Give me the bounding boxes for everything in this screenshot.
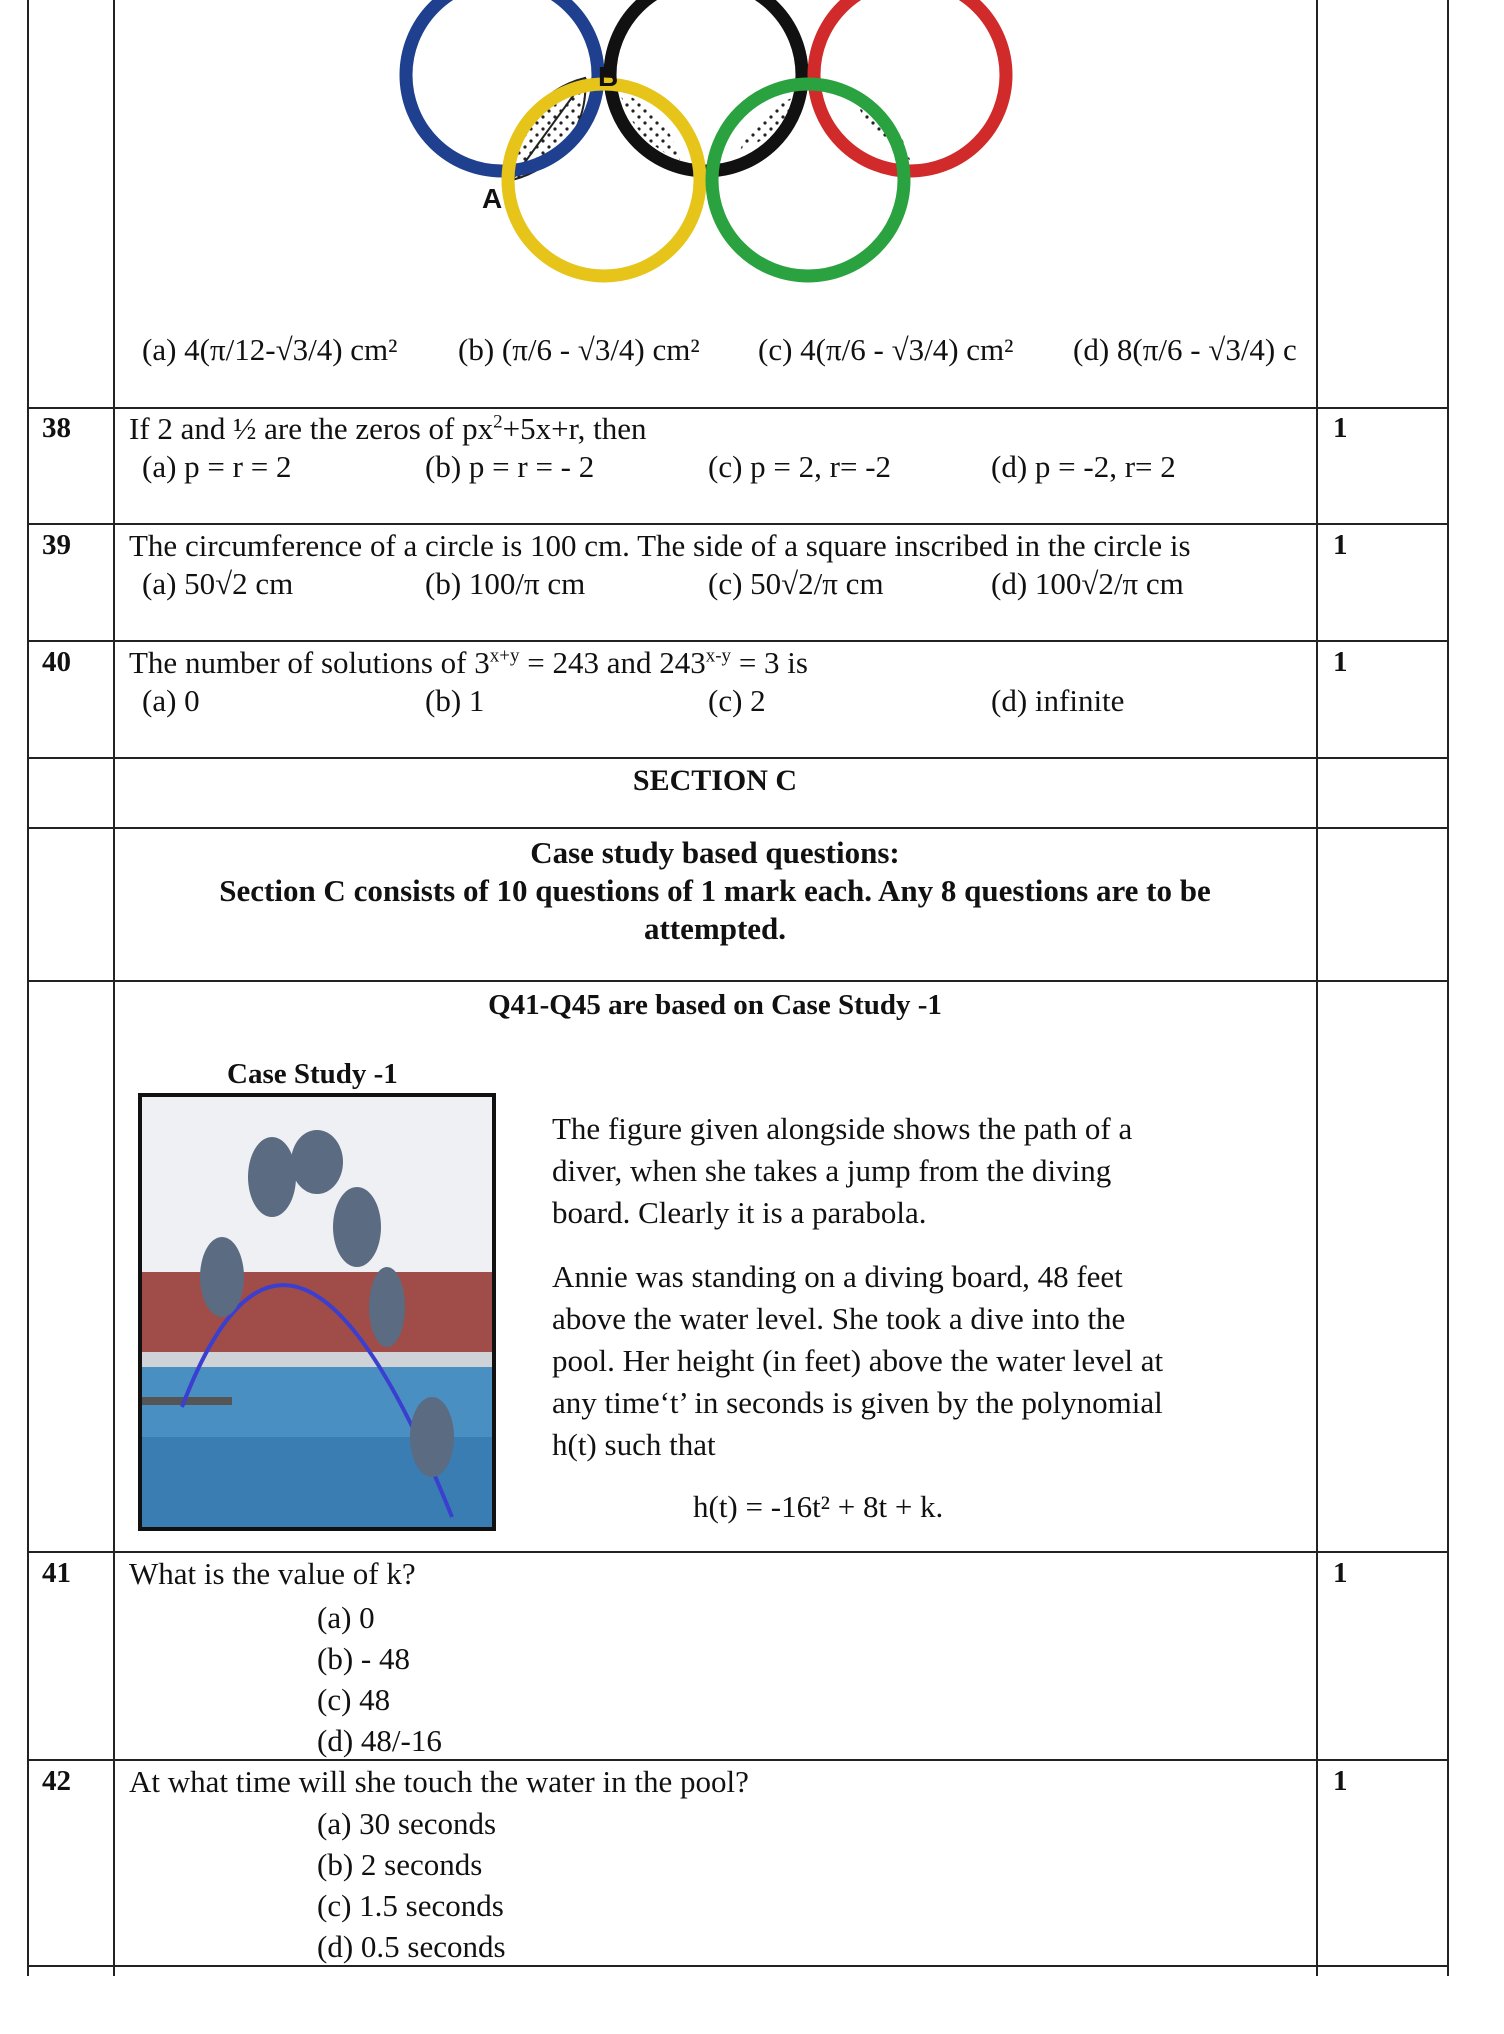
- q40-option-d[interactable]: (d) infinite: [991, 683, 1125, 718]
- q41-option-c[interactable]: (c) 48: [317, 1682, 391, 1717]
- marks: 1: [1333, 529, 1348, 561]
- row-divider: [27, 980, 1449, 982]
- q42-option-a[interactable]: (a) 30 seconds: [317, 1806, 497, 1841]
- green-ring: [712, 84, 904, 276]
- case-study-para2: [552, 1256, 1163, 1466]
- q38-option-d[interactable]: (d) p = -2, r= 2: [991, 449, 1176, 484]
- row-divider: [27, 640, 1449, 642]
- para-line: Annie was standing on a diving board, 48 feet: [552, 1259, 1123, 1294]
- question-number: 39: [42, 529, 71, 561]
- q41-option-d[interactable]: (d) 48/-16: [317, 1723, 442, 1758]
- q39-option-a[interactable]: (a) 50√2 cm: [142, 566, 294, 601]
- row-divider: [27, 827, 1449, 829]
- section-instructions: Section C consists of 10 questions of 1 mark each. Any 8 questions are to be: [219, 873, 1211, 908]
- yellow-ring: [508, 84, 700, 276]
- row-divider: [27, 757, 1449, 759]
- para-line: above the water level. She took a dive into the: [552, 1301, 1126, 1336]
- diver-photo: [138, 1093, 496, 1531]
- case-study-header: Q41-Q45 are based on Case Study -1: [488, 989, 942, 1021]
- point-label-b: B: [598, 61, 619, 92]
- q38-option-b[interactable]: (b) p = r = - 2: [425, 449, 595, 484]
- q42-option-b[interactable]: (b) 2 seconds: [317, 1847, 483, 1882]
- olympic-rings-figure: [390, 0, 1040, 290]
- question-number: 42: [42, 1765, 71, 1797]
- q40-option-b[interactable]: (b) 1: [425, 683, 485, 718]
- q37-option-b[interactable]: (b) (π/6 - √3/4) cm²: [458, 332, 700, 367]
- para-line: diver, when she takes a jump from the diving: [552, 1153, 1112, 1188]
- marks: 1: [1333, 412, 1348, 444]
- marks: 1: [1333, 646, 1348, 678]
- question-number: 38: [42, 412, 71, 444]
- q39-option-d[interactable]: (d) 100√2/π cm: [991, 566, 1184, 601]
- question-number: 40: [42, 646, 71, 678]
- table-border-left: [27, 0, 29, 1976]
- question-stem: If 2 and ½ are the zeros of $px^2+5x+r$, then: [129, 411, 647, 446]
- section-instructions-cont: attempted.: [643, 911, 787, 946]
- q39-option-c[interactable]: (c) 50√2/π cm: [708, 566, 884, 601]
- para-line: board. Clearly it is a parabola.: [552, 1195, 927, 1230]
- q42-option-d[interactable]: (d) 0.5 seconds: [317, 1929, 506, 1964]
- table-border-right: [1447, 0, 1449, 1976]
- section-heading: Case study based questions:: [530, 835, 900, 870]
- para-line: The figure given alongside shows the path of a: [552, 1111, 1133, 1146]
- row-divider: [27, 1551, 1449, 1553]
- para-line: h(t) such that: [552, 1427, 716, 1462]
- question-stem: The circumference of a circle is 100 cm. The side of a square inscribed in the circle is: [129, 528, 1191, 563]
- table-divider-marks: [1316, 0, 1318, 1976]
- point-label-a: A: [482, 183, 503, 214]
- q41-option-a[interactable]: (a) 0: [317, 1600, 375, 1635]
- q37-option-a[interactable]: (a) 4(π/12-√3/4) cm²: [142, 332, 398, 367]
- case-study-equation: h(t) = -16t² + 8t + k.: [693, 1489, 944, 1524]
- section-title: SECTION C: [632, 764, 798, 797]
- case-study-para1: [552, 1108, 1132, 1234]
- q41-option-b[interactable]: (b) - 48: [317, 1641, 410, 1676]
- q37-option-c[interactable]: (c) 4(π/6 - √3/4) cm²: [758, 332, 1014, 367]
- question-stem: The number of solutions of $3^{x+y} = 243$ and $243^{x-y} = 3$ is: [129, 645, 808, 680]
- marks: 1: [1333, 1557, 1348, 1589]
- marks: 1: [1333, 1765, 1348, 1797]
- q42-option-c[interactable]: (c) 1.5 seconds: [317, 1888, 504, 1923]
- q40-option-c[interactable]: (c) 2: [708, 683, 766, 718]
- para-line: any time‘t’ in seconds is given by the polynomial: [552, 1385, 1163, 1420]
- para-line: pool. Her height (in feet) above the water level at: [552, 1343, 1164, 1378]
- diver-image: [142, 1097, 492, 1527]
- q40-option-a[interactable]: (a) 0: [142, 683, 200, 718]
- question-number: 41: [42, 1557, 71, 1589]
- row-divider: [27, 523, 1449, 525]
- question-stem: What is the value of k?: [129, 1556, 416, 1591]
- q39-option-b[interactable]: (b) 100/π cm: [425, 566, 586, 601]
- case-study-label: Case Study -1: [227, 1058, 398, 1090]
- q38-option-a[interactable]: (a) p = r = 2: [142, 449, 292, 484]
- row-divider: [27, 1759, 1449, 1761]
- row-divider: [27, 407, 1449, 409]
- question-stem: At what time will she touch the water in the pool?: [129, 1764, 749, 1799]
- row-divider: [27, 1965, 1449, 1967]
- q38-option-c[interactable]: (c) p = 2, r= -2: [708, 449, 892, 484]
- q37-option-d[interactable]: (d) 8(π/6 - √3/4) c: [1073, 332, 1297, 367]
